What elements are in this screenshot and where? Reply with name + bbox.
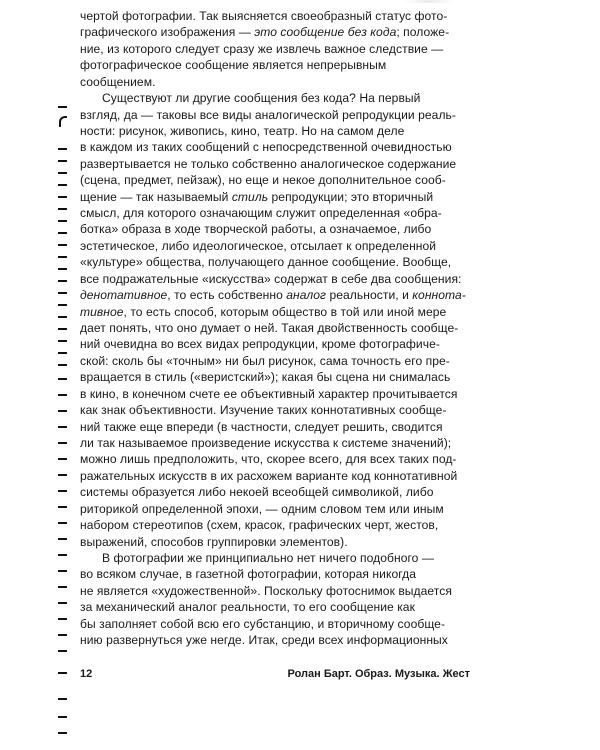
text-run: набором стереотипов (схем, красок, графических черт, жестов, (80, 518, 439, 533)
italic-run: коннота- (412, 288, 466, 303)
text-line (80, 189, 478, 205)
text-line (80, 484, 478, 500)
text-line (80, 74, 478, 90)
text-run: нию развернуться уже негде. Итак, среди всех информационных (80, 633, 448, 648)
binding-marks (58, 0, 70, 750)
text-run: сообщением. (80, 74, 156, 89)
binding-mark (58, 208, 67, 210)
binding-mark (58, 394, 67, 396)
text-run: смысл, для которого означающим служит определенная «обра- (80, 206, 442, 221)
binding-mark (58, 602, 67, 604)
text-line (80, 386, 478, 402)
text-line (80, 238, 478, 254)
text-run: все подражательные «искусства» содержат в себе два сообщения: (80, 271, 462, 286)
text-run: ботка» образа в ходе творческой работы, а означаемое, либо (80, 222, 432, 237)
text-line (80, 139, 478, 155)
text-run: ний очевидна во всех видах репродукции, кроме фотографиче- (80, 337, 440, 352)
binding-mark (58, 426, 67, 428)
text-line (80, 468, 478, 484)
text-line (80, 632, 478, 648)
text-run: ; положе- (396, 25, 450, 40)
binding-mark (58, 474, 67, 476)
text-run: эстетическое, либо идеологическое, отсылает к определенной (80, 238, 437, 253)
text-run: в кино, в конечном счете ее объективный характер прочитывается (80, 386, 458, 401)
binding-mark (58, 698, 67, 700)
text-run: графического изображения — (80, 25, 255, 40)
text-line (80, 156, 478, 172)
binding-mark (58, 328, 67, 330)
text-line (80, 534, 478, 550)
scan-smudge (404, 0, 454, 3)
text-line (80, 419, 478, 435)
binding-mark (58, 650, 67, 652)
binding-mark (58, 538, 67, 540)
text-line (80, 402, 478, 418)
text-line (80, 320, 478, 336)
text-run: (сцена, предмет, пейзаж), но еще и некое дополнительное сооб- (80, 173, 446, 188)
text-line (80, 599, 478, 615)
text-line (80, 435, 478, 451)
text-run: выражений, способов группировки элементов). (80, 534, 348, 549)
text-line (80, 501, 478, 517)
text-run: чертой фотографии. Так выясняется своеобразный статус фото- (80, 9, 448, 23)
italic-run: аналог (286, 288, 327, 303)
binding-mark (58, 618, 67, 620)
binding-mark (58, 232, 67, 234)
binding-mark (58, 378, 67, 380)
binding-mark (58, 458, 67, 460)
text-run: фотографическое сообщение является непрерывным (80, 58, 387, 73)
text-run: за механический аналог реальности, то его сообщение как (80, 600, 415, 615)
running-title: Ролан Барт. Образ. Музыка. Жест (287, 668, 470, 680)
binding-mark (58, 490, 67, 492)
text-line (80, 336, 478, 352)
binding-mark (58, 570, 67, 572)
binding-mark (58, 732, 67, 734)
binding-mark (58, 160, 67, 162)
text-line (80, 369, 478, 385)
paragraph (80, 90, 478, 550)
binding-hook-mark (59, 116, 67, 127)
binding-mark (58, 522, 67, 524)
text-line (80, 550, 478, 566)
text-run: ности: рисунок, живопись, кино, театр. Но на самом деле (80, 123, 405, 138)
text-run: ний также еще впереди (в частности, следует решить, сводится (80, 419, 443, 434)
binding-mark (58, 634, 67, 636)
paragraph (80, 550, 478, 649)
binding-mark (58, 172, 67, 174)
text-run: вращается в стиль («веристский»); какая бы сцена ни снималась (80, 370, 451, 385)
text-run: реальности, и (326, 288, 413, 303)
text-run: , то есть собственно (167, 288, 287, 303)
text-run: Существуют ли другие сообщения без кода? На первый (102, 91, 421, 106)
text-line (80, 57, 478, 73)
binding-mark (58, 244, 67, 246)
page-number: 12 (80, 668, 93, 680)
binding-mark (58, 410, 67, 412)
binding-mark (58, 268, 67, 270)
binding-mark (58, 716, 67, 718)
text-run: можно лишь предположить, что, скорее всего, для всех таких под- (80, 452, 457, 467)
text-line (80, 107, 478, 123)
binding-mark (58, 304, 67, 306)
binding-mark (58, 148, 67, 150)
binding-mark (58, 316, 67, 318)
text-run: ской: сколь бы «точным» ни был рисунок, сама точность его пре- (80, 353, 450, 368)
text-line (80, 205, 478, 221)
binding-mark (58, 442, 67, 444)
text-run: дает понять, что оно думает о ней. Такая двойственность сообще- (80, 321, 459, 336)
text-line (80, 583, 478, 599)
text-run: «культуре» общества, получающего данное сообщение. Вообще, (80, 255, 452, 270)
text-line (80, 271, 478, 287)
text-line (80, 254, 478, 270)
binding-mark (58, 256, 67, 258)
text-line (80, 566, 478, 582)
text-line (80, 353, 478, 369)
italic-run: стиль (231, 189, 269, 204)
italic-run: денотативное (80, 288, 168, 303)
text-run: как знак объективности. Изучение таких коннотативных сообще- (80, 403, 447, 418)
text-run: В фотографии же принципиально нет ничего подобного — (102, 550, 435, 565)
text-line (80, 287, 478, 303)
text-run: , то есть способ, которым общество в той или иной мере (123, 304, 447, 319)
binding-mark (58, 586, 67, 588)
text-line (80, 616, 478, 632)
text-line (80, 8, 478, 24)
text-run: щение — так называемый (80, 189, 232, 204)
italic-run: тивное (80, 304, 124, 319)
text-line (80, 172, 478, 188)
text-line (80, 41, 478, 57)
text-run: репродукции; это вторичный (268, 189, 434, 204)
binding-mark (58, 280, 67, 282)
text-line (80, 451, 478, 467)
binding-mark (58, 364, 67, 366)
text-run: риторикой определенной эпохи, — одним словом тем или иным (80, 501, 444, 516)
binding-mark (58, 184, 67, 186)
text-run: системы образуется либо некоей всеобщей символикой, либо (80, 485, 434, 500)
binding-mark (58, 220, 67, 222)
text-line (80, 221, 478, 237)
text-line (80, 304, 478, 320)
body-text (80, 8, 478, 648)
binding-mark (58, 554, 67, 556)
text-run: бы заполняет собой всю его субстанцию, и вторичному сообще- (80, 616, 446, 631)
text-line (80, 123, 478, 139)
text-run: в каждом из таких сообщений с непосредственной очевидностью (80, 140, 452, 155)
text-run: ли так называемое произведение искусства к системе значений); (80, 435, 452, 450)
binding-mark (58, 196, 67, 198)
text-run: развертывается не только собственно аналогическое содержание (80, 156, 457, 171)
text-run: взгляд, да — таковы все виды аналогической репродукции реаль- (80, 107, 456, 122)
binding-mark (58, 292, 67, 294)
text-run: ние, из которого следует сразу же извлечь важное следствие — (80, 41, 444, 56)
binding-mark (58, 352, 67, 354)
italic-run: это сообщение без кода (254, 25, 397, 40)
binding-mark (58, 506, 67, 508)
text-line (80, 517, 478, 533)
text-line (80, 24, 478, 40)
binding-mark (58, 106, 67, 108)
binding-mark (58, 672, 67, 674)
text-run: во всяком случае, в газетной фотографии, которая никогда (80, 567, 417, 582)
text-line (80, 90, 478, 106)
paragraph (80, 8, 478, 90)
binding-mark (58, 340, 67, 342)
text-run: ражательных искусств в их расхожем варианте код коннотативной (80, 468, 458, 483)
text-run: не является «художественной». Поскольку фотоснимок выдается (80, 583, 452, 598)
